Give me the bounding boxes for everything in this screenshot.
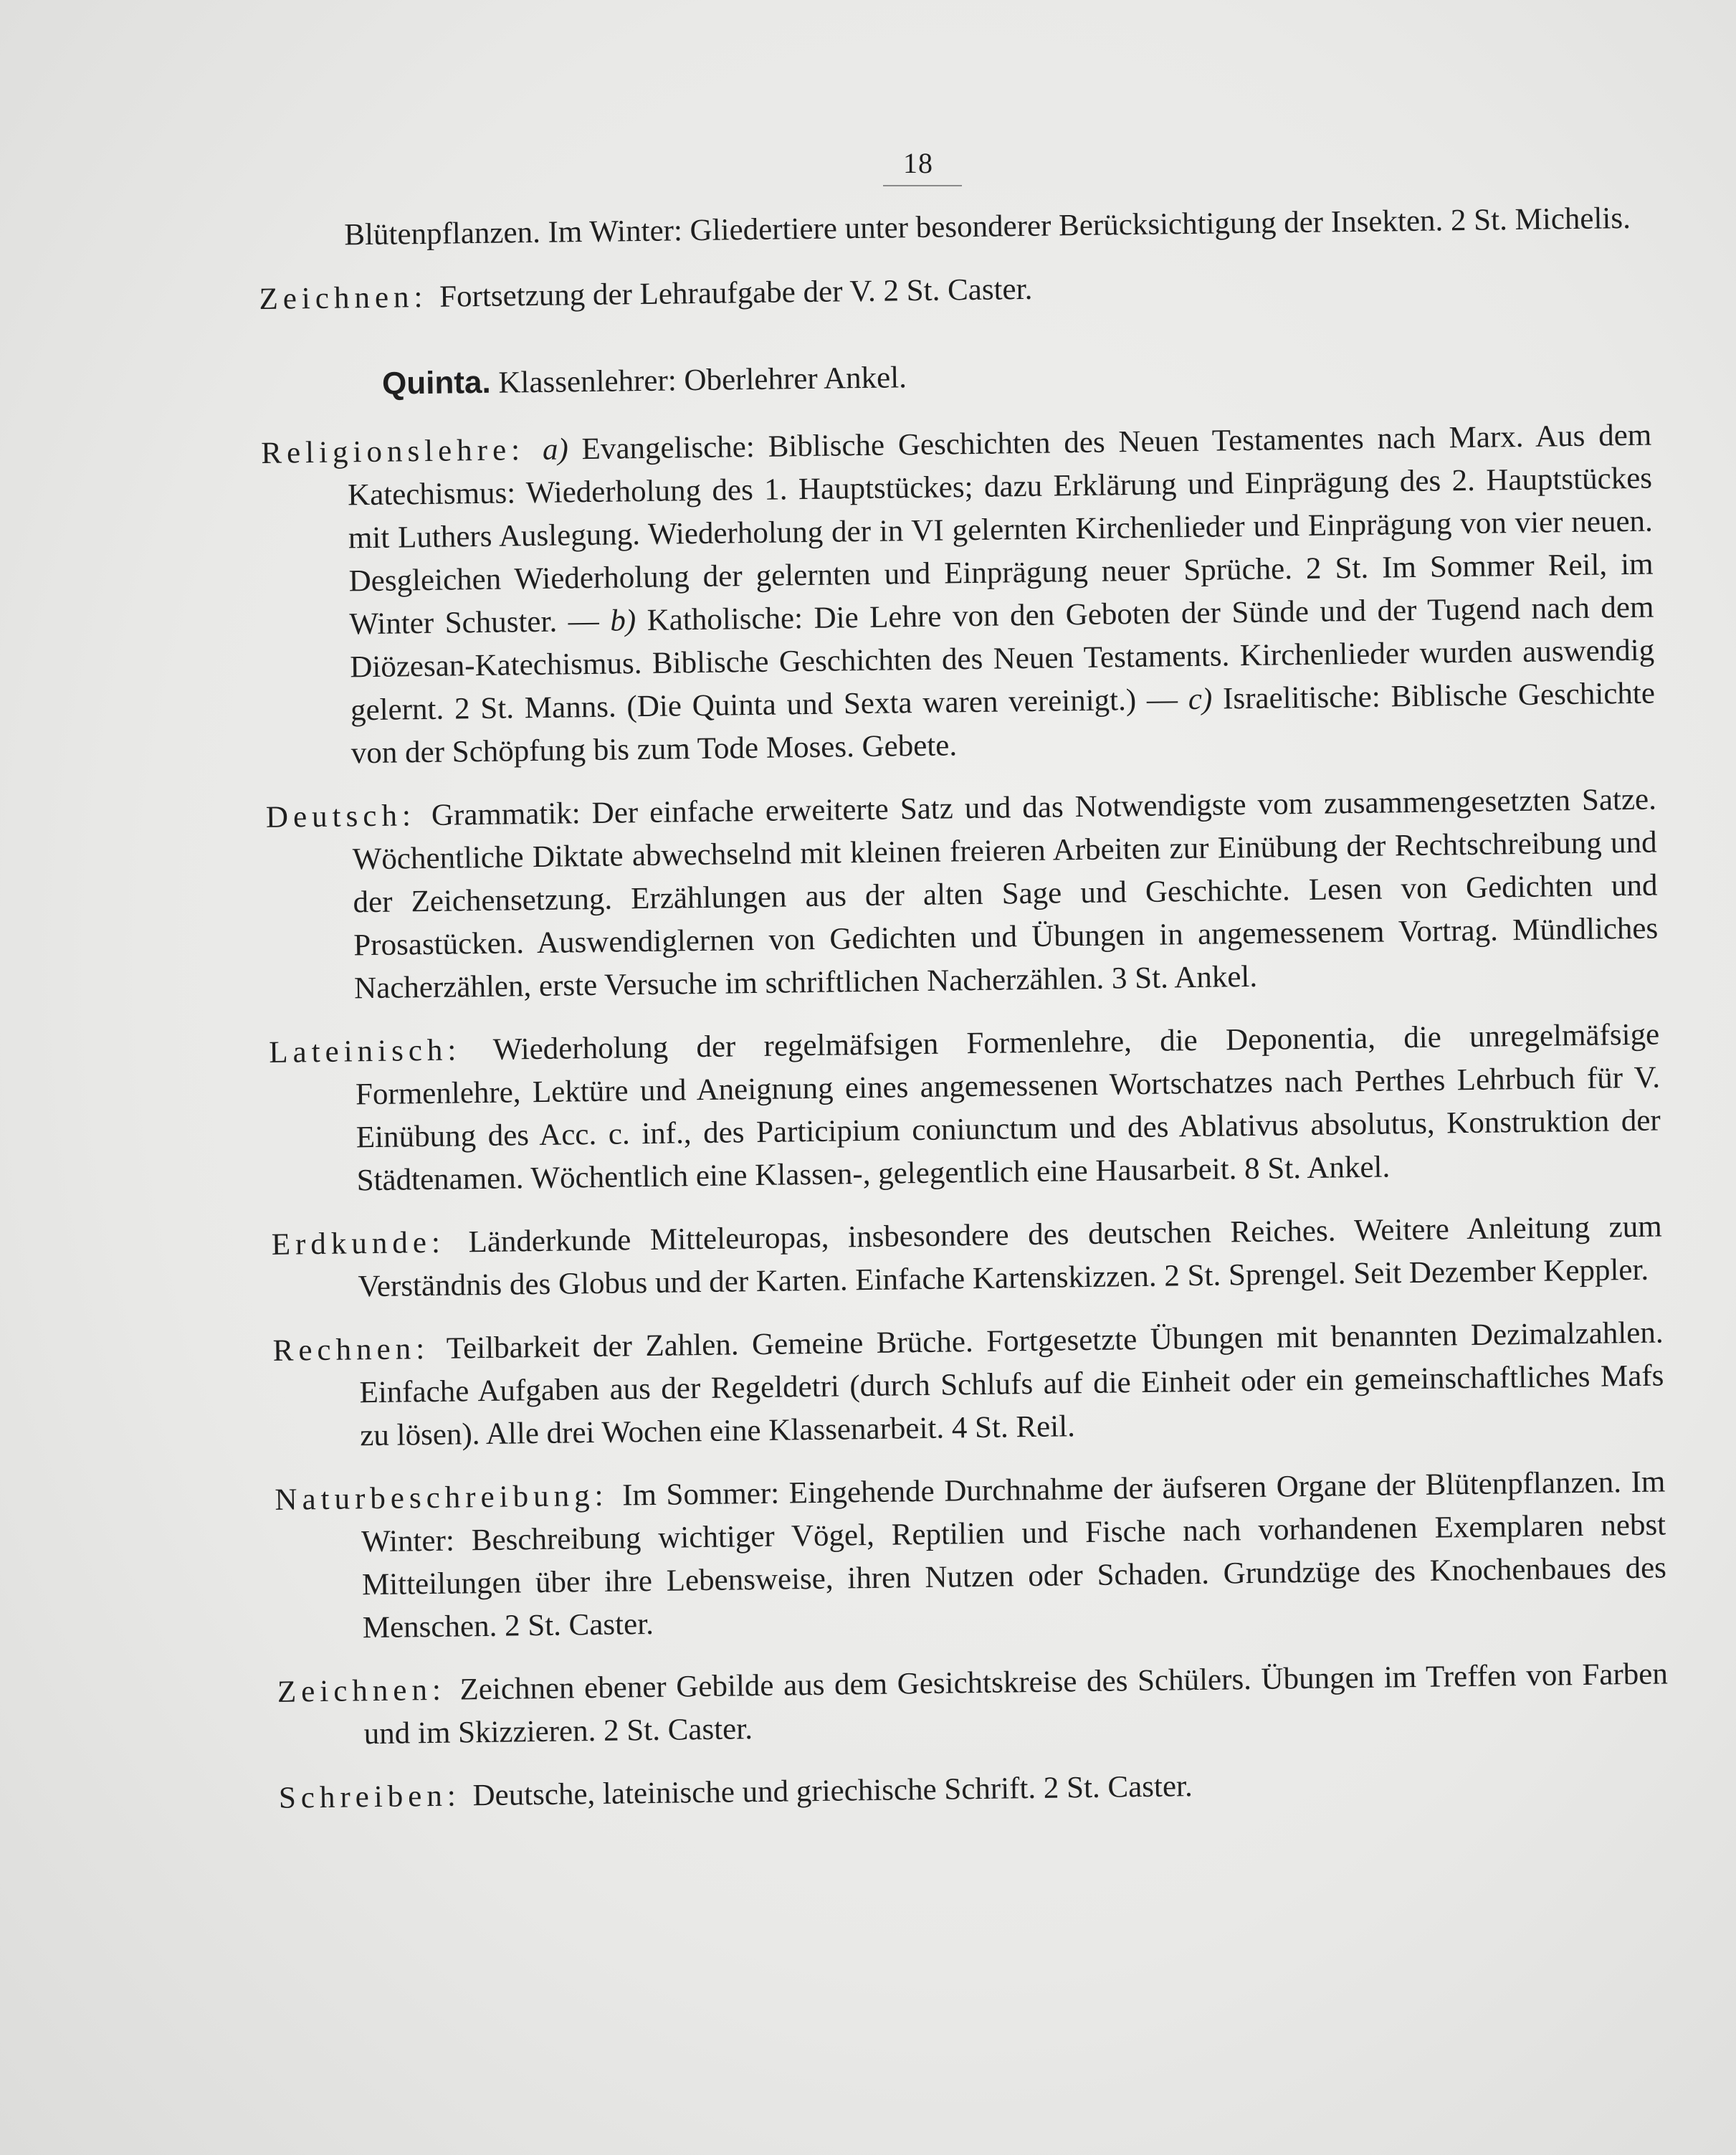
section-erdkunde (271, 1205, 1662, 1309)
subject-text: Israelitische: Biblische Geschichte von der Schöpfung bis zum Tode Moses. Gebete. (350, 676, 1656, 771)
section-deutsch (266, 779, 1659, 1012)
subject-label: Deutsch: (265, 799, 416, 834)
page-number-rule (883, 185, 962, 186)
page-content (258, 197, 1670, 1840)
class-teacher: Klassenlehrer: Oberlehrer Ankel. (498, 361, 907, 400)
subject-label: Erdkunde: (271, 1225, 446, 1262)
subject-text: Katholische: Die Lehre von den Geboten der Sünde und der Tugend nach dem Diözesan-Katechismus. Biblische Geschichten des Neuen Testaments. Kirchenlieder wurden auswendig gelernt. 2 St. Manns. (Die Quinta und Sexta waren vereinigt.) — (349, 590, 1655, 728)
section-zeichnen-intro (259, 260, 1650, 321)
subject-label: Rechnen: (272, 1332, 430, 1368)
section-zeichnen (277, 1652, 1669, 1756)
subject-text: Deutsche, lateinische und griechische Schrift. 2 St. Caster. (472, 1769, 1193, 1813)
subject-text: Grammatik: Der einfache erweiterte Satz und das Notwendigste vom zusammengesetzten Satze. Wöchentliche Diktate abwechselnd mit kleinen freieren Arbeiten zur Einübung der Rechtschreibung und der Zeichensetzung. Erzählungen aus der alten Sage und Geschichte. Lesen von Gedichten und Prosastücken. Auswendiglernen von Gedichten und Übungen in angemessenem Vortrag. Mündliches Nacherzählen, erste Versuche im schriftlichen Nacherzählen. 3 St. Ankel. (352, 782, 1659, 1006)
subject-text: Zeichnen ebener Gebilde aus dem Gesichtskreise des Schülers. Übungen im Treffen von Farben und im Skizzieren. 2 St. Caster. (363, 1657, 1669, 1751)
subject-label: Lateinisch: (268, 1033, 462, 1070)
list-marker: a) (542, 432, 569, 467)
subject-text: Teilbarkeit der Zahlen. Gemeine Brüche. Fortgesetzte Übungen mit benannten Dezimalzahlen. Einfache Aufgaben aus der Regeldetri (durch Schlufs auf die Einheit oder ein gemeinschaftliches Mafs zu lösen). Alle drei Wochen eine Klassenarbeit. 4 St. Reil. (359, 1316, 1664, 1453)
list-marker: b) (609, 604, 636, 638)
section-rechnen (272, 1311, 1664, 1458)
subject-text: Evangelische: Biblische Geschichten des Neuen Testamentes nach Marx. Aus dem Katechismus: Wiederholung des 1. Hauptstückes; dazu Erklärung und Einprägung des 2. Hauptstückes mit Luthers Auslegung. Wiederholung der in VI gelernten Kirchenlieder und Einprägung von vier neuen. Desgleichen Wiederholung der gelernten und Einprägung neuer Sprüche. 2 St. Im Sommer Reil, im Winter Schuster. — (347, 418, 1654, 642)
section-latein (269, 1014, 1661, 1204)
subject-label: Schreiben: (278, 1779, 462, 1815)
subject-text: Im Sommer: Eingehende Durchnahme der äufseren Organe der Blütenpflanzen. Im Winter: Beschreibung wichtiger Vögel, Reptilien und Fische nach vorhandenen Exemplaren nebst Mitteilungen über ihre Lebensweise, ihren Nutzen oder Schaden. Grundzüge des Knochenbaues des Menschen. 2 St. Caster. (361, 1465, 1667, 1645)
section-naturbeschreibung (275, 1460, 1667, 1650)
subject-label: Religionslehre: (261, 433, 525, 470)
intro-continuation: Blütenpflanzen. Im Winter: Gliedertiere unter besonderer Berücksichtigung der Insekten. 2 St. Michelis. (344, 201, 1631, 252)
section-schreiben (279, 1759, 1670, 1819)
subject-text: Wiederholung der regelmäfsigen Formenlehre, die Deponentia, die unregelmäfsige Formenlehre, Lektüre und Aneignung eines angemessenen Wortschatzes nach Perthes Lehrbuch für V. Einübung des Acc. c. inf., des Participium coniunctum und des Ablativus absolutus, Konstruktion der Städtenamen. Wöchentlich eine Klassen-, gelegentlich eine Hausarbeit. 8 St. Ankel. (355, 1017, 1661, 1198)
section-religion (261, 414, 1656, 776)
subject-text: Länderkunde Mitteleuropas, insbesondere des deutschen Reiches. Weitere Anleitung zum Verständnis des Globus und der Karten. Einfache Kartenskizzen. 2 St. Sprengel. Seit Dezember Keppler. (358, 1209, 1662, 1304)
subject-label: Naturbeschreibung: (275, 1478, 609, 1517)
class-title: Quinta. (381, 364, 491, 401)
class-heading (382, 346, 1651, 406)
page-number: 18 (903, 147, 933, 179)
subject-label: Zeichnen: (277, 1673, 447, 1709)
list-marker: c) (1188, 682, 1213, 717)
subject-label: Zeichnen: (259, 280, 428, 316)
subject-text: Fortsetzung der Lehraufgabe der V. 2 St. Caster. (439, 272, 1033, 314)
